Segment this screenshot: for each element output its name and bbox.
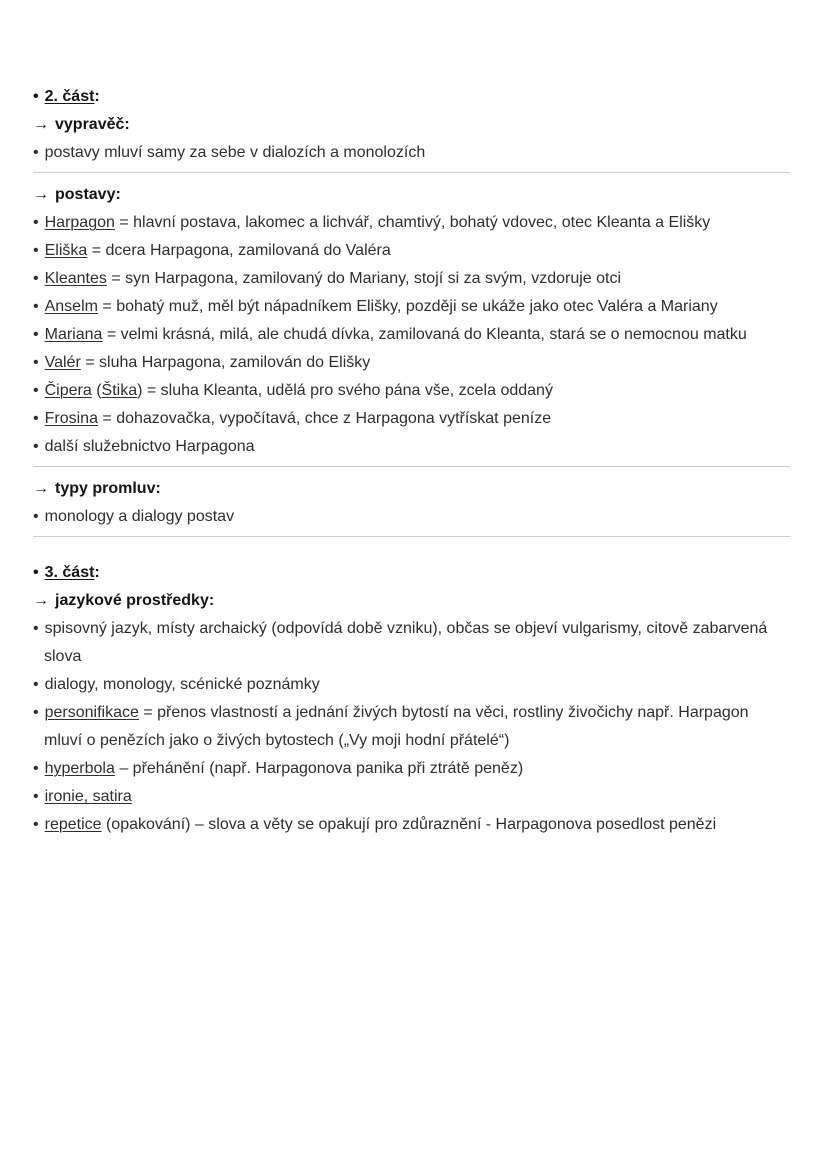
text-run: Mariana	[44, 326, 103, 343]
text-run: Valér	[44, 354, 81, 371]
bullet-marker-icon: •	[33, 242, 39, 259]
text-run: = dohazovačka, vypočítavá, chce z Harpagona vytřískat peníze	[97, 410, 552, 427]
text-line	[33, 811, 790, 839]
bullet-marker-icon: •	[33, 620, 39, 637]
bullet-marker-icon: •	[33, 382, 39, 399]
note-section-2	[33, 181, 790, 461]
text-run: Eliška	[44, 242, 88, 259]
note-section-3	[33, 475, 790, 531]
bullet-marker-icon: •	[33, 760, 39, 777]
note-section-1	[33, 83, 790, 167]
bullet-marker-icon: •	[33, 214, 39, 231]
arrow-marker-icon: →	[33, 480, 49, 497]
text-line	[33, 377, 790, 405]
text-line	[33, 699, 790, 755]
section-divider	[33, 466, 790, 467]
bullet-marker-icon: •	[33, 354, 39, 371]
text-line	[33, 321, 790, 349]
text-run: Frosina	[44, 410, 98, 427]
text-line	[33, 405, 790, 433]
text-line	[33, 237, 790, 265]
bullet-marker-icon: •	[33, 410, 39, 427]
text-line	[33, 755, 790, 783]
text-run: vypravěč:	[55, 116, 130, 133]
note-section-4	[33, 559, 790, 839]
text-run: postavy mluví samy za sebe v dialozích a monolozích	[44, 144, 426, 161]
text-run: typy promluv:	[55, 480, 161, 497]
text-run: = dcera Harpagona, zamilovaná do Valéra	[87, 242, 391, 259]
bullet-marker-icon: •	[33, 326, 39, 343]
text-run: Harpagon	[44, 214, 115, 231]
text-line	[33, 111, 790, 139]
text-run: :	[94, 88, 100, 105]
arrow-marker-icon: →	[33, 116, 49, 133]
section-divider	[33, 172, 790, 173]
text-line	[33, 475, 790, 503]
text-run: (	[91, 382, 102, 399]
bullet-marker-icon: •	[33, 676, 39, 693]
text-line	[33, 587, 790, 615]
text-run: monology a dialogy postav	[44, 508, 235, 525]
text-run: hyperbola	[44, 760, 115, 777]
bullet-marker-icon: •	[33, 88, 39, 105]
bullet-marker-icon: •	[33, 298, 39, 315]
text-run: = hlavní postava, lakomec a lichvář, chamtivý, bohatý vdovec, otec Kleanta a Elišky	[114, 214, 711, 231]
text-line	[33, 615, 790, 671]
text-line	[33, 265, 790, 293]
section-divider	[33, 536, 790, 537]
text-run: – přehánění (např. Harpagonova panika při ztrátě peněz)	[114, 760, 524, 777]
text-run: dialogy, monology, scénické poznámky	[44, 676, 320, 693]
text-run: Anselm	[44, 298, 98, 315]
text-line	[33, 293, 790, 321]
text-run: (opakování) – slova a věty se opakují pro zdůraznění - Harpagonova posedlost penězi	[101, 816, 717, 833]
text-run: postavy:	[55, 186, 121, 203]
bullet-marker-icon: •	[33, 438, 39, 455]
text-run: spisovný jazyk, místy archaický (odpovídá době vzniku), občas se objeví vulgarismy, citově zabarvená slova	[44, 620, 768, 665]
text-run: repetice	[44, 816, 102, 833]
arrow-marker-icon: →	[33, 186, 49, 203]
text-run: :	[94, 564, 100, 581]
text-run: 2. část	[44, 88, 95, 105]
text-run: = velmi krásná, milá, ale chudá dívka, zamilovaná do Kleanta, stará se o nemocnou matku	[102, 326, 747, 343]
text-run: = přenos vlastností a jednání živých bytostí na věci, rostliny živočichy např. Harpagon mluví o penězích jako o živých bytostech („Vy moji hodní přátelé“)	[44, 704, 749, 749]
text-run: ironie, satira	[44, 788, 132, 805]
bullet-marker-icon: •	[33, 564, 39, 581]
bullet-marker-icon: •	[33, 508, 39, 525]
bullet-marker-icon: •	[33, 270, 39, 287]
text-line	[33, 349, 790, 377]
text-line	[33, 181, 790, 209]
text-line	[33, 671, 790, 699]
text-run: Kleantes	[44, 270, 107, 287]
text-line	[33, 503, 790, 531]
arrow-marker-icon: →	[33, 592, 49, 609]
text-run: = syn Harpagona, zamilovaný do Mariany, stojí si za svým, vzdoruje otci	[106, 270, 622, 287]
text-run: = bohatý muž, měl být nápadníkem Elišky, později se ukáže jako otec Valéra a Mariany	[97, 298, 718, 315]
text-line	[33, 433, 790, 461]
bullet-marker-icon: •	[33, 704, 39, 721]
text-run: další služebnictvo Harpagona	[44, 438, 255, 455]
text-run: personifikace	[44, 704, 139, 721]
text-run: = sluha Harpagona, zamilován do Elišky	[80, 354, 371, 371]
text-line	[33, 559, 790, 587]
bullet-marker-icon: •	[33, 144, 39, 161]
text-run: ) = sluha Kleanta, udělá pro svého pána vše, zcela oddaný	[137, 382, 553, 399]
text-run: Čipera	[44, 382, 92, 399]
text-run: 3. část	[44, 564, 95, 581]
text-line	[33, 783, 790, 811]
text-line	[33, 209, 790, 237]
text-line	[33, 139, 790, 167]
text-run: jazykové prostředky:	[55, 592, 215, 609]
text-line	[33, 83, 790, 111]
bullet-marker-icon: •	[33, 816, 39, 833]
bullet-marker-icon: •	[33, 788, 39, 805]
text-run: Štika	[101, 382, 138, 399]
